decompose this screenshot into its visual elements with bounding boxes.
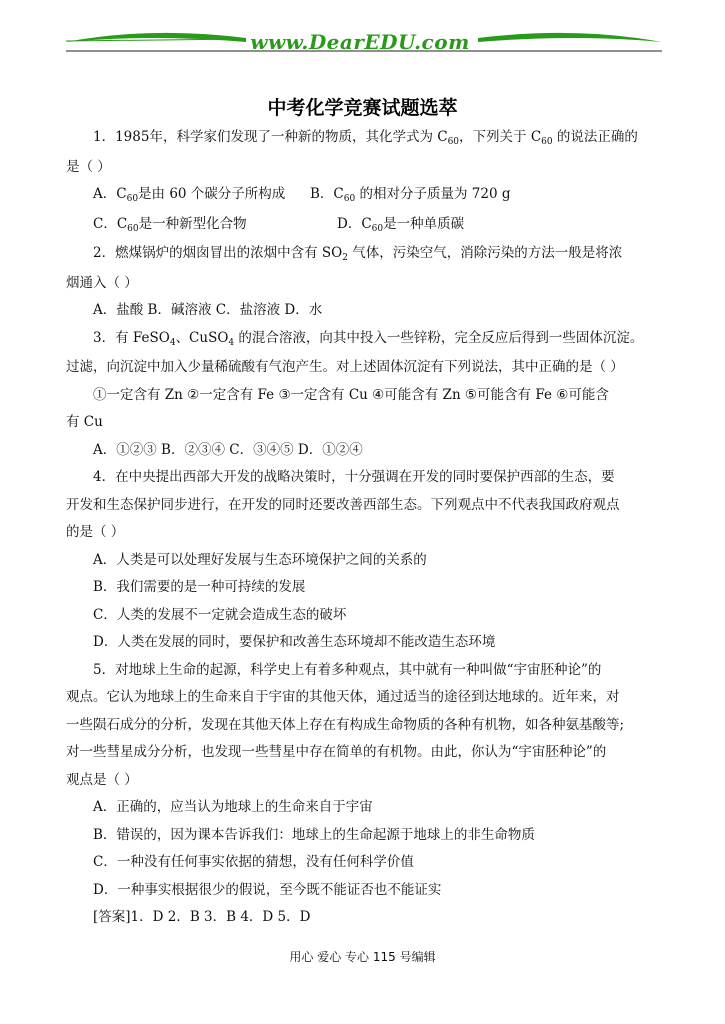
- question-4-option-d: D．人类在发展的同时，要保护和改善生态环境却不能改造生态环境: [93, 634, 496, 650]
- question-2: 2．燃煤锅炉的烟囱冒出的浓烟中含有 $SO_2$ 气体，污染空气，消除污染的方法一般是将浓: [93, 245, 623, 263]
- question-1-cont: 是（ ）: [66, 158, 111, 175]
- question-5-cont3: 对一些彗星成分分析，也发现一些彗星中存在简单的有机物。由此，你认为“宇宙胚种论”的: [66, 744, 607, 760]
- question-4: 4．在中央提出西部大开发的战略决策时，十分强调在开发的同时要保护西部的生态，要: [93, 469, 615, 485]
- question-2-cont: 烟通入（ ）: [66, 274, 138, 291]
- question-5-option-b: B．错误的，因为课本告诉我们：地球上的生命起源于地球上的非生命物质: [93, 826, 535, 843]
- question-1-options-ab: [66, 181, 666, 211]
- option-d: D．$C_{60}$是一种单质碳: [337, 215, 465, 234]
- question-3-cont: 过滤，向沉淀中加入少量稀硫酸有气泡产生。对上述固体沉淀有下列说法，其中正确的是（ ）: [66, 359, 624, 375]
- document-body: [66, 124, 666, 932]
- page-title: 中考化学竞赛试题选萃: [267, 97, 458, 119]
- question-5-cont2: 一些陨石成分的分析，发现在其他天体上存在有构成生命物质的各种有机物，如各种氨基酸等;: [66, 716, 625, 733]
- question-3-statements: ①一定含有 Zn ②一定含有 Fe ③一定含有 Cu ④可能含有 Zn ⑤可能含有 Fe ⑥可能含: [93, 386, 609, 403]
- question-3-options: A．①②③ B．②③④ C．③④⑤ D．①②④: [93, 441, 363, 458]
- site-header: [0, 22, 725, 62]
- question-2-options: A．盐酸 B．碱溶液 C．盐溶液 D．水: [93, 302, 323, 318]
- question-4-option-b: B．我们需要的是一种可持续的发展: [93, 579, 306, 595]
- option-b: B．$C_{60}$ 的相对分子质量为 720 g: [310, 186, 511, 204]
- page-footer: 用心 爱心 专心 115 号编辑: [289, 950, 436, 964]
- question-5-cont: 观点。它认为地球上的生命来自于宇宙的其他天体，通过适当的途径到达地球的。近年来，对: [66, 689, 620, 705]
- site-logo[interactable]: www.DearEDU.com: [250, 30, 470, 54]
- question-5-option-d: D．一种事实根据很少的假说，至今既不能证否也不能证实: [93, 881, 442, 898]
- question-5-option-c: C．一种没有任何事实依据的猜想，没有任何科学价值: [93, 854, 414, 870]
- question-4-option-c: C．人类的发展不一定就会造成生态的破坏: [93, 606, 347, 623]
- question-3: 3．有 FeSO$_4$、CuSO$_4$ 的混合溶液，向其中投入一些锌粉，完全反应后得到一些固体沉淀。: [93, 329, 644, 348]
- question-4-cont: 开发和生态保护同步进行，在开发的同时还要改善西部生态。下列观点中不代表我国政府观点: [66, 496, 620, 513]
- question-4-option-a: A．人类是可以处理好发展与生态环境保护之间的关系的: [93, 551, 427, 568]
- question-1-options-cd: [66, 211, 666, 241]
- question-5-option-a: A．正确的，应当认为地球上的生命来自于宇宙: [93, 799, 373, 815]
- question-4-cont2: 的是（ ）: [66, 524, 125, 540]
- question-1: 1．1985年，科学家们发现了一种新的物质，其化学式为 $C_{60}$，下列关于 $C_{60}$ 的说法正确的: [93, 129, 638, 147]
- right-swoosh: [478, 33, 662, 42]
- answer-key: [答案]1．D 2．B 3．B 4．D 5．D: [93, 909, 311, 925]
- question-5-cont4: 观点是（ ）: [66, 771, 138, 788]
- option-c: C．$C_{60}$是一种新型化合物: [93, 215, 247, 234]
- question-3-statements-cont: 有 Cu: [66, 414, 103, 430]
- option-a: A．$C_{60}$是由 60 个碳分子所构成: [93, 186, 286, 204]
- question-5: 5．对地球上生命的起源，科学史上有着多种观点，其中就有一种叫做“宇宙胚种论”的: [93, 661, 602, 678]
